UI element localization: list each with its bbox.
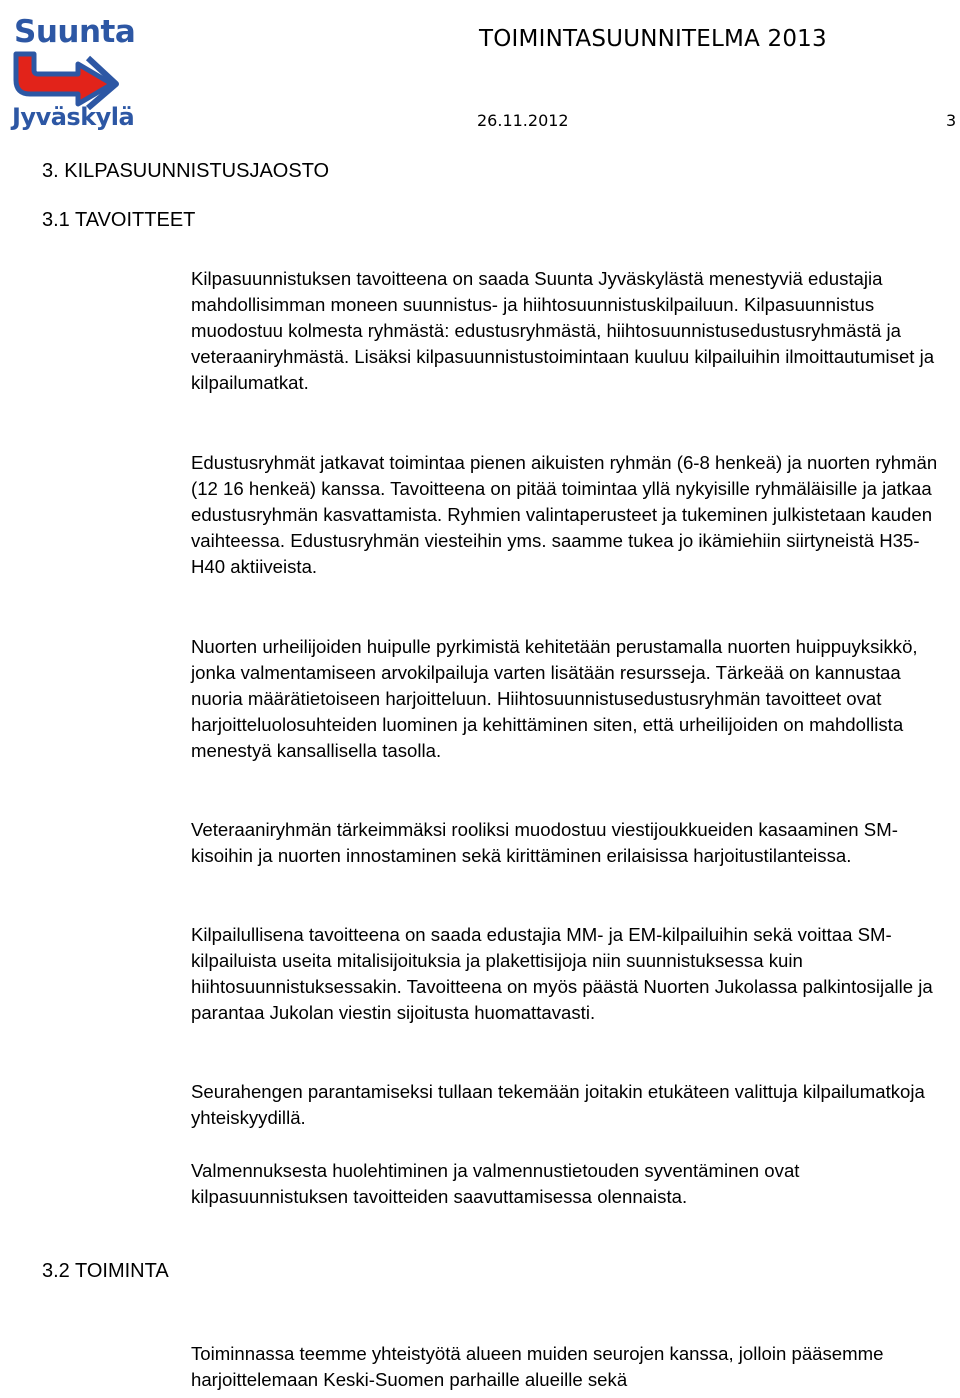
paragraph: Kilpasuunnistuksen tavoitteena on saada Suunta Jyväskylästä menestyviä edustajia mahdollisimman moneen suunnistus- ja hiihtosuunnistuskilpailuun. Kilpasuunnistus muodostuu kolmesta ryhmästä: edustusryhmästä, hiihtosuunnistusedustusryhmästä ja veteraaniryhmästä. Lisäksi kilpasuunnistustoimintaan kuuluu kilpailuihin ilmoittautumiset ja kilpailumatkat. bbox=[191, 268, 935, 393]
paragraph: Edustusryhmät jatkavat toimintaa pienen aikuisten ryhmän (6-8 henkeä) ja nuorten ryhmän (12 16 henkeä) kanssa. Tavoitteena on pitää toimintaa yllä nykyisille ryhmäläisille ja jatkaa edustusryhmän kasvattamista. Ryhmien valintaperusteet ja tukeminen julkistetaan kauden vaihteessa. Edustusryhmän viesteihin yms. saamme tukea jo ikämiehiin siirtyneistä H35-H40 aktiiveista. bbox=[191, 452, 938, 577]
arrow-logo-icon bbox=[8, 50, 126, 110]
document-date: 26.11.2012 bbox=[477, 111, 569, 130]
paragraph: Toiminnassa teemme yhteistyötä alueen muiden seurojen kanssa, jolloin pääsemme harjoittelemaan Keski-Suomen parhaille alueille sekä bbox=[191, 1343, 884, 1390]
subsection-heading-goals: 3.1 TAVOITTEET bbox=[42, 209, 196, 231]
logo-wordmark-top: Suunta bbox=[14, 14, 136, 50]
section-heading: 3. KILPASUUNNISTUSJAOSTO bbox=[42, 160, 330, 182]
document-title: TOIMINTASUUNNITELMA 2013 bbox=[479, 26, 827, 52]
paragraph: Kilpailullisena tavoitteena on saada edustajia MM- ja EM-kilpailuihin sekä voittaa SM-kilpailuista useita mitalisijoituksia ja plakettisijoja niin suunnistuksessa kuin hiihtosuunnistuksessakin. Tavoitteena on myös päästä Nuorten Jukolassa palkintosijalle ja parantaa Jukolan viestin sijoitusta huomattavasti. bbox=[191, 924, 933, 1023]
page-number: 3 bbox=[946, 111, 957, 130]
paragraph: Veteraaniryhmän tärkeimmäksi rooliksi muodostuu viestijoukkueiden kasaaminen SM-kisoihin ja nuorten innostaminen sekä kirittäminen erilaisissa harjoitustilanteissa. bbox=[191, 819, 898, 866]
paragraph: Seurahengen parantamiseksi tullaan tekemään joitakin etukäteen valittuja kilpailumatkoja yhteiskyydillä. bbox=[191, 1081, 925, 1128]
club-logo bbox=[8, 10, 136, 134]
logo-wordmark-bottom: Jyväskylä bbox=[12, 103, 135, 131]
paragraph: Nuorten urheilijoiden huipulle pyrkimistä kehitetään perustamalla nuorten huippuyksikkö, jonka valmentamiseen arvokilpailuja varten lisätään resursseja. Tärkeää on kannustaa nuoria määrätietoiseen harjoitteluun. Hiihtosuunnistusedustusryhmän tavoitteet ovat harjoitteluolosuhteiden luominen ja kehittäminen siten, että urheilijoiden on mahdollista menestyä kansallisella tasolla. bbox=[191, 636, 918, 761]
subsection-heading-activities: 3.2 TOIMINTA bbox=[42, 1260, 169, 1282]
paragraph: Valmennuksesta huolehtiminen ja valmennustietouden syventäminen ovat kilpasuunnistuksen tavoitteiden saavuttamisessa olennaista. bbox=[191, 1160, 800, 1207]
